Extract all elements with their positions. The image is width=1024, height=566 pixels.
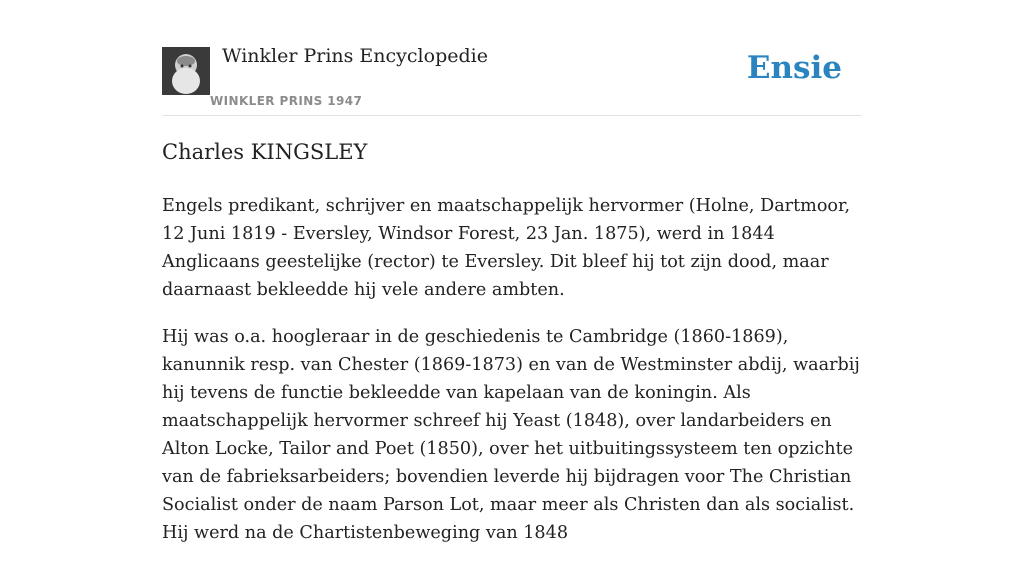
article-title: Charles KINGSLEY	[162, 140, 368, 164]
article-paragraph: Engels predikant, schrijver en maatschappelijk hervormer (Holne, Dartmoor, 12 Juni 1819 - Eversley, Windsor Forest, 23 Jan. 1875), werd in 1844 Anglicaans geestelijke (rector) te Eversley. Dit bleef hij tot zijn dood, maar daarnaast bekleedde hij vele andere ambten.	[162, 196, 851, 300]
site-title[interactable]: Winkler Prins Encyclopedie	[222, 45, 488, 67]
article-body	[162, 192, 862, 566]
ensie-logo[interactable]: Ensie	[746, 50, 842, 86]
page	[162, 0, 862, 543]
edition-label: WINKLER PRINS 1947	[210, 94, 363, 108]
article-paragraph: Hij was o.a. hoogleraar in de geschiedenis te Cambridge (1860-1869), kanunnik resp. van Chester (1869-1873) en van de Westminster abdij, waarbij hij tevens de functie bekleedde van kapelaan van de koningin. Als maatschappelijk hervormer schreef hij Yeast (1848), over landarbeiders en Alton Locke, Tailor and Poet (1850), over het uitbuitingssysteem ten opzichte van de fabrieksarbeiders; bovendien leverde hij bijdragen voor The Christian Socialist onder de naam Parson Lot, maar meer als Christen dan als socialist. Hij werd na de Chartistenbeweging van 1848	[162, 327, 860, 543]
portrait-avatar-icon[interactable]	[162, 47, 210, 95]
header	[162, 0, 862, 116]
